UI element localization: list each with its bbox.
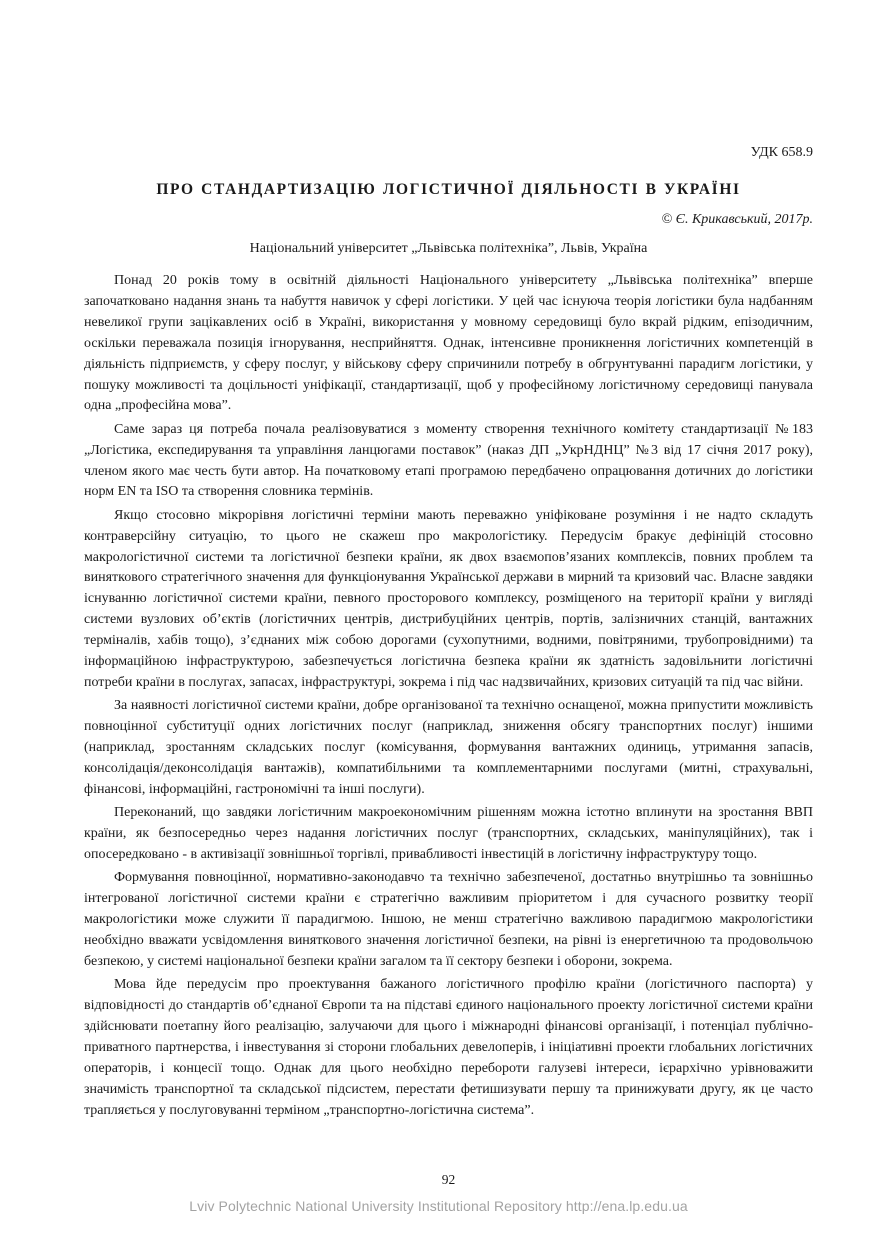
page-number: 92 <box>441 1172 456 1187</box>
article-title: ПРО СТАНДАРТИЗАЦІЮ ЛОГІСТИЧНОЇ ДІЯЛЬНОСТІ В УКРАЇНІ <box>156 181 741 198</box>
document-page <box>84 0 813 1240</box>
paragraph-7: Мова йде передусім про проектування бажаного логістичного профілю країни (логістичного паспорта) у відповідності до стандартів об’єднаної Європи та на підставі єдиного національного проекту логістичної системи країни здійснювати поетапну його реалізацію, залучаючи для цього і міжнародні фінансові організації, і потенціал публічно-приватного партнерства, і інвестування зі сторони глобальних девелоперів, і ініціативні проекти глобальних логістичних операторів, і концесії тощо. Однак для цього необхідно перебороти галузеві інтереси, ієрархічно урівноважити значимість транспортної та складської підсистем, перестати фетишизувати першу та принижувати другу, як це часто трапляється у послуговуванні терміном „транспортно-логістична система”. <box>84 977 813 1118</box>
paragraph-6: Формування повноцінної, нормативно-законодавчо та технічно забезпеченої, достатньо внутрішньо та зовнішньо інтегрованої логістичної системи країни є стратегічно важливим пріоритетом і для сучасного розвитку теорії макрологістики може служити її парадигмою. Іншою, не менш стратегічно важливою парадигмою макрологістики необхідно вважати усвідомлення виняткового значення логістичної безпеки, на рівні із енергетичною та продовольчою безпекою, у системі національної безпеки країни загалом та її сектору безпеки і оборони, зокрема. <box>84 870 813 969</box>
paragraph-2: Саме зараз ця потреба почала реалізовуватися з моменту створення технічного комітету стандартизації №183 „Логістика, експедирування та управління ланцюгами поставок” (наказ ДП „УкрНДНЦ” №3 від 17 січня 2017 року), членом якого має честь бути автор. На початковому етапі програмою передбачено опрацювання дотичних до логістики норм EN та ISO та створення словника термінів. <box>84 421 813 500</box>
author-copyright: © Є. Крикавський, 2017р. <box>661 212 813 227</box>
udc-code: УДК 658.9 <box>750 145 813 160</box>
repository-footer: Lviv Polytechnic National University Institutional Repository http://ena.lp.edu.ua <box>189 1198 688 1214</box>
paragraph-3: Якщо стосовно мікрорівня логістичні терміни мають переважно уніфіковане розуміння і не надто складуть контраверсійну ситуацію, то цього не скажеш про макрологістику. Передусім бракує дефініцій стосовно макрологістичної системи та логістичної безпеки країни, як двох взаємопов’язаних комплексів, повних проблем та виняткового стратегічного значення для функціонування Української держави в мирний та кризовий час. Власне завдяки існуванню логістичної системи країни, певного просторового комплексу, розміщеного на території країни у вигляді системи вузлових об’єктів (логістичних центрів, дистрибуційних центрів, портів, залізничних станцій, вантажних терміналів, хабів тощо), з’єднаних між собою дорогами (сухопутними, водними, повітряними, трубопровідними) та інформаційною інфраструктурою, забезпечується логістична безпека країни як здатність задовільнити логістичні потреби країни в послугах, запасах, інфраструктурі, зокрема і під час надзвичайних, кризових ситуацій та під час війни. <box>84 507 813 690</box>
paragraph-1: Понад 20 років тому в освітній діяльності Національного університету „Львівська політехніка” вперше започатковано надання знань та набуття навичок у сфері логістики. У цей час існуюча теорія логістики була надбанням невеликої групи зацікавлених осіб в Україні, використання у мовному середовищі було вкрай рідким, епізодичним, оскільки переважала позиція ігнорування, несприйняття. Однак, інтенсивне проникнення логістичних компетенцій в діяльність підприємств, у сферу послуг, у військову сферу спричинили потребу в обгрунтуванні парадигм логістики, у пошуку можливості та доцільності уніфікації, стандартизації, щоб у професійному логістичному середовищі панувала одна „професійна мова”. <box>84 273 813 414</box>
paragraph-5: Переконаний, що завдяки логістичним макроекономічним рішенням можна істотно вплинути на зростання ВВП країни, як безпосередньо через надання логістичних послуг (транспортних, складських, маніпуляційних), так і опосередковано - в активізації зовнішньої торгівлі, привабливості інвестицій в логістичну інфраструктуру тощо. <box>84 805 813 863</box>
author-affiliation: Національний університет „Львівська політехніка”, Львів, Україна <box>249 241 648 256</box>
paragraph-4: За наявності логістичної системи країни, добре організованої та технічно оснащеної, можна припустити можливість повноцінної субституції одних логістичних послуг (наприклад, зниження обсягу транспортних послуг) іншими (наприклад, зростанням складських послуг (комісування, формування вантажних одиниць, утримання запасів, консолідація/деконсолідація вантажів), компатибільними та комплементарними послугами (митні, страхувальні, фінансові, інформаційні, гастрономічні та інші послуги). <box>84 698 813 797</box>
article-body <box>84 271 813 1124</box>
